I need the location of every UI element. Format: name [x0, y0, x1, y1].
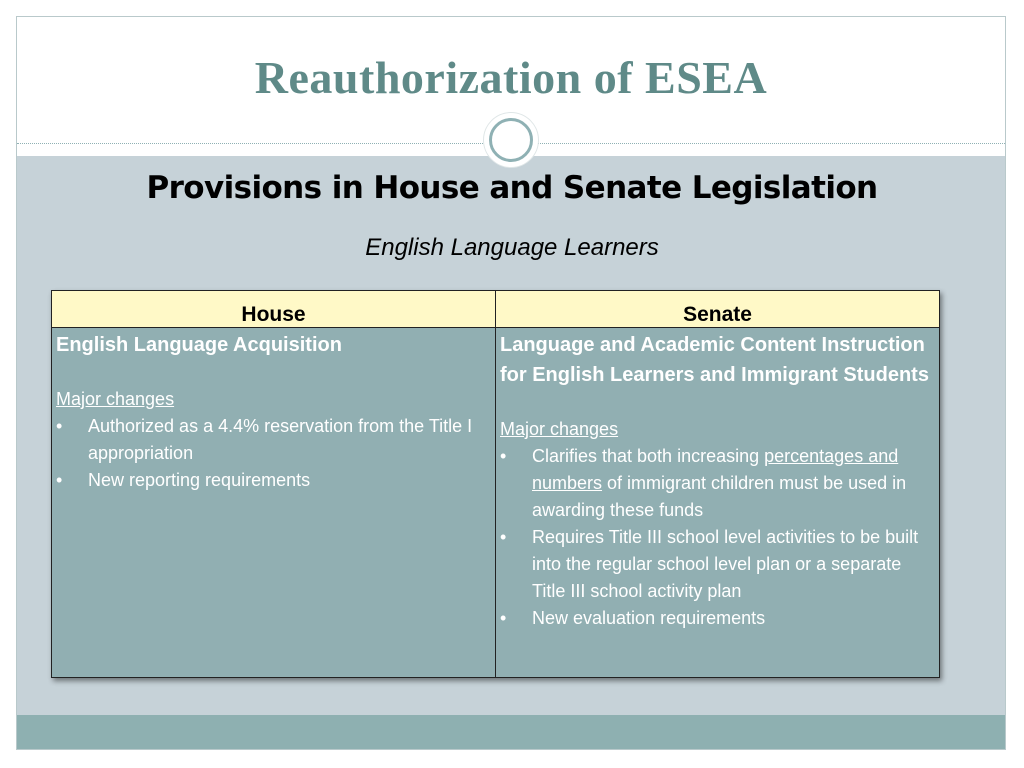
house-major-changes-label: Major changes — [56, 389, 175, 409]
column-header-house: House — [52, 291, 496, 328]
house-program-title: English Language Acquisition — [56, 334, 342, 356]
senate-major-changes-label: Major changes — [500, 419, 619, 439]
table-header-row — [52, 291, 940, 328]
bullet-icon: • — [500, 527, 507, 547]
house-bullet-list — [56, 413, 491, 494]
slide-title: Reauthorization of ESEA — [254, 52, 768, 103]
column-header-senate: Senate — [496, 291, 940, 328]
list-item — [500, 524, 935, 605]
senate-cell — [496, 328, 940, 678]
bullet-text: Authorized as a 4.4% reservation from the Title I appropriation — [88, 416, 473, 463]
table-row — [52, 328, 940, 678]
bullet-icon: • — [500, 608, 507, 628]
senate-bullet-list — [500, 443, 935, 632]
bullet-text: New reporting requirements — [88, 470, 311, 490]
circle-ornament-icon — [484, 113, 538, 167]
bullet-text-pre: Clarifies that both increasing — [532, 446, 765, 466]
list-item — [56, 467, 491, 494]
bullet-text: New evaluation requirements — [532, 608, 766, 628]
list-item — [56, 413, 491, 467]
bullet-text: Requires Title III school level activities to be built into the regular school level plan or a separate Title III school activity plan — [532, 527, 919, 601]
bullet-text-post: of immigrant children must be used in awarding these funds — [532, 473, 907, 520]
senate-program-title: Language and Academic Content Instruction for English Learners and Immigrant Students — [500, 334, 929, 386]
footer-bar — [17, 715, 1005, 749]
section-subheading: English Language Learners — [365, 234, 659, 261]
comparison-table — [51, 290, 940, 678]
list-item — [500, 605, 935, 632]
section-heading: Provisions in House and Senate Legislation — [146, 170, 878, 206]
bullet-icon: • — [56, 470, 63, 490]
bullet-icon: • — [500, 446, 507, 466]
bullet-icon: • — [56, 416, 63, 436]
list-item — [500, 443, 935, 524]
bullet-text-underlined: percentages and numbers — [532, 446, 899, 493]
circle-ring — [489, 118, 533, 162]
house-cell — [52, 328, 496, 678]
